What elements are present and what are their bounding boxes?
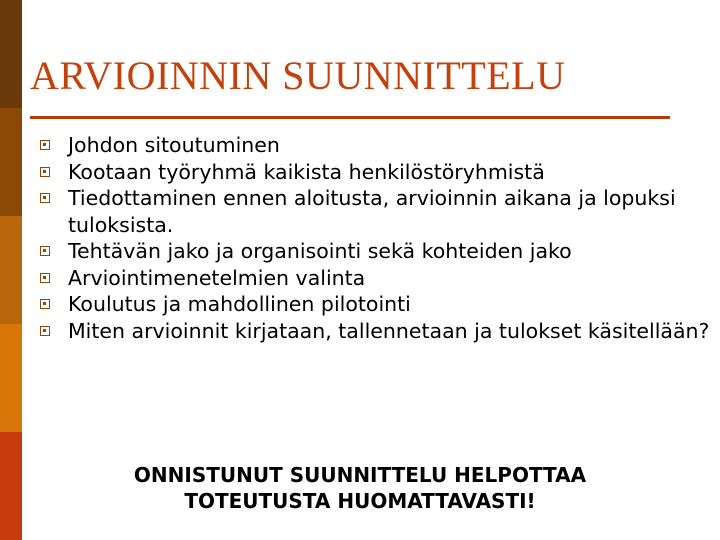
slide-title: ARVIOINNIN SUUNNITTELU <box>30 53 566 98</box>
bullet-item <box>40 132 712 159</box>
bullet-item <box>40 291 712 318</box>
closing-statement-line-1: ONNISTUNUT SUUNNITTELU HELPOTTAA <box>133 463 587 487</box>
square-bullet-icon <box>40 193 50 203</box>
bullet-item <box>40 265 712 292</box>
square-bullet-icon <box>40 299 50 309</box>
sidebar-stripe-3 <box>0 216 22 324</box>
bullet-text: Tehtävän jako ja organisointi sekä kohteiden jako <box>68 239 572 263</box>
square-bullet-icon <box>40 326 50 336</box>
square-bullet-icon <box>40 140 50 150</box>
sidebar-stripe-4 <box>0 324 22 432</box>
bullet-item <box>40 185 712 238</box>
square-bullet-icon <box>40 246 50 256</box>
title-divider <box>30 116 670 119</box>
bullet-text: Koulutus ja mahdollinen pilotointi <box>68 292 411 316</box>
closing-statement <box>40 462 680 514</box>
sidebar-stripe-5 <box>0 432 22 540</box>
bullet-item <box>40 238 712 265</box>
bullet-text: Tiedottaminen ennen aloitusta, arvioinnin aikana ja lopuksi tuloksista. <box>68 186 676 237</box>
bullet-text: Johdon sitoutuminen <box>68 133 280 157</box>
bullet-list <box>40 132 712 344</box>
sidebar-stripe-1 <box>0 0 22 108</box>
sidebar-stripe-2 <box>0 108 22 216</box>
bullet-text: Kootaan työryhmä kaikista henkilöstöryhmistä <box>68 159 545 184</box>
square-bullet-icon <box>40 167 50 177</box>
bullet-text: Miten arvioinnit kirjataan, tallennetaan ja tulokset käsitellään? <box>68 318 710 343</box>
closing-statement-line-2: TOTEUTUSTA HUOMATTAVASTI! <box>184 489 536 513</box>
bullet-item <box>40 318 712 345</box>
square-bullet-icon <box>40 273 50 283</box>
bullet-text: Arviointimenetelmien valinta <box>68 265 366 290</box>
bullet-item <box>40 159 712 186</box>
